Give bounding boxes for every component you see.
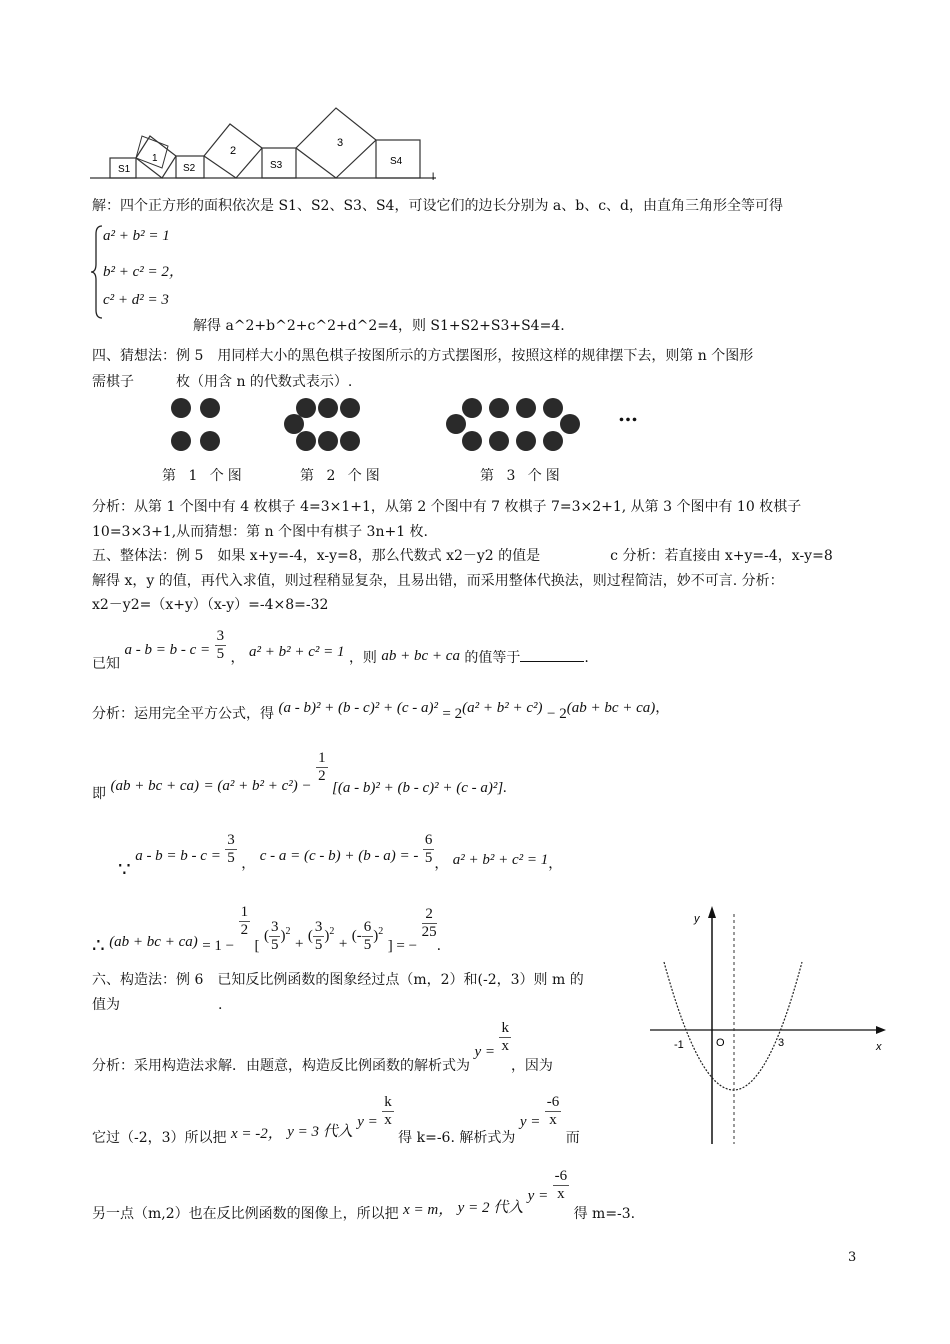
therefore-half <box>239 904 251 939</box>
stone <box>318 431 338 451</box>
page-number: 3 <box>848 1250 857 1265</box>
because-line <box>118 818 563 881</box>
analysis-mid: (a² + b² + c²) <box>462 700 543 716</box>
y-axis-label: y <box>694 913 700 925</box>
line-b-mid: 得 k=-6. 解析式为 <box>398 1129 516 1146</box>
ji-eq: = (a² + b² + c²) − <box>203 777 312 794</box>
square-label: 1 <box>152 153 158 164</box>
section-5-line-3: x2－y2=（x+y）（x-y）=-4×8=-32 <box>92 597 329 613</box>
parabola-curve <box>664 962 802 1090</box>
system-eq-2-comma: ， <box>168 264 184 280</box>
analysis-lhs: (a - b)² + (b - c)² + (c - a)² <box>278 700 438 716</box>
analysis-line <box>92 698 670 722</box>
known-tail: 的值等于 <box>464 649 521 666</box>
term-1-frac <box>269 919 281 954</box>
because-frac-2 <box>423 832 435 867</box>
analysis-eq1: = 2 <box>442 706 463 722</box>
answer-blank <box>520 647 584 662</box>
frac-k-num: k <box>501 1020 509 1036</box>
therefore-close: ] = − <box>387 937 418 954</box>
right-root-label: 3 <box>778 1037 785 1049</box>
therefore-line <box>92 896 442 957</box>
system-brace <box>90 224 104 320</box>
origin-label: O <box>716 1037 725 1049</box>
ji-bracket: [(a - b)² + (b - c)² + (c - a)²]. <box>332 779 507 796</box>
term-3-num: 6 <box>363 918 372 935</box>
term-2-frac <box>313 919 325 954</box>
known-line <box>92 618 589 672</box>
analysis-prefix: 分析：运用完全平方公式，得 <box>92 706 274 722</box>
stone <box>284 414 304 434</box>
system-eq-3: c² + d² = 3 <box>103 292 169 308</box>
because-frac-2-den: 5 <box>424 850 433 866</box>
known-frac-num: 3 <box>216 628 225 644</box>
term-3-frac <box>362 919 374 954</box>
stone <box>462 431 482 451</box>
solution-line: 解：四个正方形的面积依次是 S1、S2、S3、S4，可设它们的边长分别为 a、b、c、d，由直角三角形全等可得 <box>92 198 784 214</box>
square-label: 2 <box>230 145 237 157</box>
frac-neg6-x-2 <box>553 1168 570 1203</box>
known-prefix: 已知 <box>92 655 120 672</box>
stone <box>200 431 220 451</box>
plus-sign-2: + <box>338 935 348 952</box>
frac-neg6-den: x <box>549 1112 557 1128</box>
squares-figure <box>90 100 450 185</box>
line-c-prefix: 另一点（m,2）也在反比例函数的图像上，所以把 <box>92 1205 399 1222</box>
section-6-analysis-prefix: 分析：采用构造法求解．由题意，构造反比例函数的解析式为 <box>92 1057 470 1074</box>
known-mid: ， <box>230 649 245 666</box>
system-eq-2-text: b² + c² = 2 <box>103 264 169 280</box>
therefore-result-den: 25 <box>421 924 437 940</box>
term-3-prefix: (- <box>351 927 362 944</box>
line-c-y: y = 2 代入 <box>457 1199 524 1216</box>
frac-neg6-num: -6 <box>546 1094 560 1110</box>
y-eq-3: y = <box>519 1113 541 1130</box>
stone <box>462 398 482 418</box>
stone <box>340 398 360 418</box>
therefore-end: . <box>436 937 442 954</box>
frac-x-den: x <box>501 1038 509 1054</box>
term-1-den: 5 <box>270 936 279 953</box>
x-axis-label: x <box>876 1041 882 1053</box>
stone <box>318 398 338 418</box>
stone <box>543 398 563 418</box>
section-4-analysis-2: 10=3×3+1,从而猜想：第 n 个图中有棋子 3n+1 枚. <box>92 524 429 540</box>
stone <box>516 431 536 451</box>
figure-label-1: 第 1 个图 <box>162 468 246 484</box>
ji-half <box>316 750 328 785</box>
therefore-open: [ <box>254 937 260 954</box>
because-mid: ， <box>241 855 256 872</box>
solution-result: 解得 a^2+b^2+c^2+d^2=4，则 S1+S2+S3+S4=4. <box>193 318 565 334</box>
section-6-line-2: 值为 . <box>92 997 223 1013</box>
stone <box>560 414 580 434</box>
term-2-den: 5 <box>314 936 323 953</box>
therefore-eq: = 1 − <box>202 937 235 954</box>
line-b-tail: 而 <box>565 1129 580 1146</box>
known-end: . <box>584 649 589 666</box>
stone <box>446 414 466 434</box>
left-root-label: -1 <box>674 1039 684 1051</box>
ji-lhs: (ab + bc + ca) <box>110 777 200 794</box>
therefore-half-num: 1 <box>240 904 249 920</box>
stone <box>200 398 220 418</box>
stone <box>489 431 509 451</box>
stones-ellipsis: … <box>618 402 638 426</box>
stone <box>543 431 563 451</box>
ji-prefix: 即 <box>92 785 106 802</box>
because-eq3: a² + b² + c² = 1 <box>452 851 549 868</box>
system-eq-1: a² + b² = 1 <box>103 228 170 244</box>
ji-line <box>92 746 507 802</box>
section-6-analysis <box>92 1018 553 1074</box>
because-symbol: ∵ <box>118 856 131 881</box>
system-eq-2 <box>103 260 184 281</box>
frac-k-x <box>499 1020 511 1055</box>
section-4-analysis-1: 分析：从第 1 个图中有 4 枚棋子 4=3×1+1，从第 2 个图中有 7 枚棋子 7=3×2+1, 从第 3 个图中有 10 枚棋子 <box>92 499 802 515</box>
square-label: S3 <box>270 160 283 171</box>
line-b-y: y = 3 代入 <box>287 1123 353 1140</box>
because-frac-1 <box>225 832 237 867</box>
because-eq1: a - b = b - c = <box>135 847 221 864</box>
term-2: ( $\frac{3}{5}$ )$^2$ <box>307 918 335 953</box>
section-6-line-1: 六、构造法：例 6 已知反比例函数的图象经过点（m，2）和(-2，3）则 m 的 <box>92 972 584 988</box>
term-1: ( $\frac{3}{5}$ )$^2$ <box>263 918 291 953</box>
plus-sign-1: + <box>294 935 304 952</box>
line-c-x: x = m， <box>403 1201 454 1218</box>
frac-neg6-x <box>545 1094 562 1129</box>
stone <box>516 398 536 418</box>
frac-neg6-num-2: -6 <box>554 1168 568 1184</box>
line-c-tail: 得 m=-3. <box>573 1205 636 1222</box>
y-eq-2: y = <box>357 1113 378 1130</box>
section-5-line-1: 五、整体法：例 5 如果 x+y=-4，x-y=8，那么代数式 x2－y2 的值是 c 分析：若直接由 x+y=-4，x-y=8 <box>92 548 833 564</box>
y-eq-1: y = <box>474 1043 495 1060</box>
section-6-analysis-tail: ，因为 <box>510 1057 553 1074</box>
analysis-eq2: − 2 <box>546 706 567 722</box>
known-expr: ab + bc + ca <box>381 647 460 664</box>
because-frac-1-num: 3 <box>227 832 235 848</box>
frac-neg6-den-2: x <box>557 1186 565 1202</box>
therefore-result-num: 2 <box>422 906 437 924</box>
because-mid-2: ， <box>434 855 449 872</box>
figure-label-3: 第 3 个图 <box>480 468 564 484</box>
because-eq2: c - a = (c - b) + (b - a) = - <box>259 847 419 864</box>
section-5-line-2: 解得 x，y 的值，再代入求值，则过程稍显复杂，且易出错，而采用整体代换法，则过程简洁，妙不可言. 分析： <box>92 573 784 589</box>
line-label: l <box>432 172 435 183</box>
known-eq: a - b = b - c = <box>124 641 211 658</box>
because-frac-2-num: 6 <box>424 832 433 848</box>
ji-half-num: 1 <box>318 750 326 766</box>
line-b-x: x = -2， <box>231 1125 283 1142</box>
therefore-result <box>422 906 437 941</box>
stone <box>171 431 191 451</box>
therefore-half-den: 2 <box>240 922 249 938</box>
therefore-lhs: (ab + bc + ca) <box>109 933 198 950</box>
line-b-prefix: 它过（-2，3）所以把 <box>92 1129 227 1146</box>
figure-label-2: 第 2 个图 <box>300 468 384 484</box>
therefore-symbol: ∴ <box>92 932 105 957</box>
y-eq-4: y = <box>527 1187 549 1204</box>
section-6-line-b <box>92 1092 580 1146</box>
because-tail: ， <box>548 855 563 872</box>
stone <box>489 398 509 418</box>
term-3-den: 5 <box>363 936 372 953</box>
square-label: 3 <box>337 137 344 149</box>
known-sum: a² + b² + c² = 1 <box>248 643 345 660</box>
analysis-tail: ， <box>655 700 670 716</box>
known-frac <box>215 628 227 663</box>
square-label: S2 <box>183 163 196 174</box>
frac-k-x-2 <box>382 1094 394 1129</box>
term-3: (- $\frac{6}{5}$ )$^2$ <box>351 918 384 953</box>
known-frac-den: 5 <box>216 646 225 662</box>
term-2-num: 3 <box>314 918 323 935</box>
stone <box>340 431 360 451</box>
stone <box>171 398 191 418</box>
parabola-graph <box>646 900 896 1150</box>
square-label: S4 <box>390 156 403 167</box>
stone <box>296 398 316 418</box>
square-label: S1 <box>118 164 131 175</box>
stones-figure <box>150 390 650 460</box>
section-6-line-c <box>92 1166 636 1222</box>
term-1-num: 3 <box>270 918 279 935</box>
ji-half-den: 2 <box>318 768 326 784</box>
section-4-line-2: 需棋子 枚（用含 n 的代数式表示）. <box>92 374 353 390</box>
analysis-rhs: (ab + bc + ca) <box>566 700 656 716</box>
known-then: ，则 <box>348 649 377 666</box>
section-4-line-1: 四、猜想法：例 5 用同样大小的黑色棋子按图所示的方式摆图形，按照这样的规律摆下去，则第 n 个图形 <box>92 348 754 364</box>
stone <box>296 431 316 451</box>
because-frac-1-den: 5 <box>227 850 235 866</box>
frac-k-num-2: k <box>384 1094 392 1110</box>
frac-x-den-2: x <box>384 1112 392 1128</box>
